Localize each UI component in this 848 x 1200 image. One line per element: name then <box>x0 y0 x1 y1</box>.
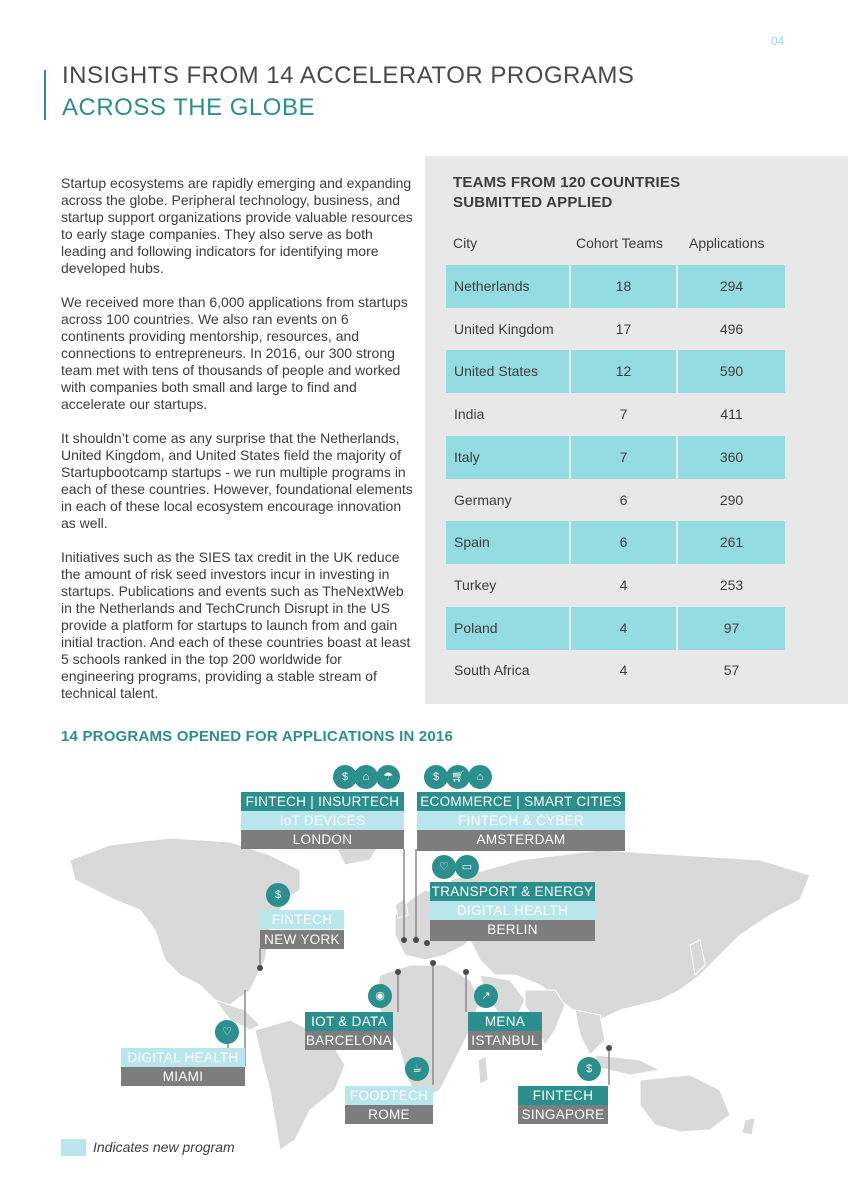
table-row <box>446 607 785 650</box>
cell-city: South Africa <box>454 662 530 678</box>
cell-applications: 57 <box>723 662 740 678</box>
cart-icon: 🛒︎ <box>446 765 470 789</box>
table-row <box>446 649 785 692</box>
legend-swatch <box>61 1139 86 1156</box>
page-subtitle: ACROSS THE GLOBE <box>62 94 315 121</box>
cell-cohort: 17 <box>615 321 632 337</box>
cell-cohort: 12 <box>571 350 676 393</box>
table-row <box>446 393 785 436</box>
rome-track-1: FOODTECH <box>345 1086 433 1105</box>
barcelona-city-label: BARCELONA <box>306 1033 392 1048</box>
legend-label: Indicates new program <box>93 1139 235 1155</box>
wireless-icon: ◉ <box>368 984 392 1008</box>
food-icon: ☕ <box>405 1057 429 1081</box>
table-row <box>446 265 785 308</box>
paragraph: Initiatives such as the SIES tax credit in the UK reduce the amount of risk seed investors incur in investing in startups. Publications and events such as TheNextWeb in the Netherlands and TechCrunch Disrupt in the US provide a platform for startups to launch from and gain initial traction. And each of these countries boast at least 5 schools ranked in the top 200 worldwide for engineering programs, providing a stable stream of technical talent. <box>61 549 411 701</box>
newyork-track-1: FINTECH <box>260 910 344 929</box>
cell-cohort: 4 <box>619 577 628 593</box>
table-row <box>446 308 785 351</box>
cell-applications: 590 <box>678 350 785 393</box>
cell-city: Poland <box>446 607 569 650</box>
cell-applications: 411 <box>720 406 743 422</box>
heart-icon: ♡ <box>215 1020 239 1044</box>
cell-city: Germany <box>454 492 512 508</box>
page-number: 04 <box>771 34 785 48</box>
singapore-track-1: FINTECH <box>518 1086 608 1105</box>
barcelona-track-1: IOT & DATA <box>305 1012 393 1031</box>
cell-cohort: 6 <box>619 492 628 508</box>
amsterdam-track-1: ECOMMERCE | SMART CITIES <box>417 792 625 811</box>
cell-cohort: 6 <box>571 521 676 564</box>
istanbul-city-label: ISTANBUL <box>468 1031 542 1050</box>
cell-city: Turkey <box>454 577 497 593</box>
amsterdam-track-2: FINTECH & CYBER <box>417 811 625 830</box>
fintech-icon: $ <box>424 765 448 789</box>
title-accent-bar <box>44 70 46 120</box>
berlin-city-label: BERLIN <box>430 920 595 941</box>
paragraph: Startup ecosystems are rapidly emerging and expanding across the globe. Peripheral technology, business, and startup support organizations provide valuable resources to early stage companies. They also serve as both leading and following indicators for identifying more developed hubs. <box>61 175 413 276</box>
cell-applications: 253 <box>719 577 744 593</box>
heart-icon: ♡ <box>432 855 456 879</box>
truck-icon: ▭ <box>455 855 479 879</box>
cell-city: Spain <box>446 521 569 564</box>
rome-city-label: ROME <box>345 1105 433 1124</box>
cell-applications: 294 <box>678 265 785 308</box>
umbrella-icon: ☂ <box>376 765 400 789</box>
smart-home-icon: ⌂ <box>468 765 492 789</box>
london-track-2: IoT DEVICES <box>241 811 404 830</box>
london-track-1: FINTECH | INSURTECH <box>241 792 404 811</box>
cell-city: United Kingdom <box>454 321 554 337</box>
insurtech-icon: ⌂ <box>354 765 378 789</box>
cell-city: United States <box>446 350 569 393</box>
table-row <box>446 436 785 479</box>
cell-applications: 290 <box>719 492 744 508</box>
page-title: INSIGHTS FROM 14 ACCELERATOR PROGRAMS <box>62 62 635 89</box>
table-row <box>446 350 785 393</box>
paragraph: We received more than 6,000 applications from startups across 100 countries. We also ran events on 6 continents providing mentorship, resources, and connections to entrepreneurs. In 2016, our 300 strong team met with tens of thousands of people and worked with companies both small and large to find and accelerate our startups. <box>61 294 408 412</box>
fintech-icon: $ <box>333 765 357 789</box>
cell-cohort: 18 <box>571 265 676 308</box>
miami-city-label: MIAMI <box>121 1067 245 1086</box>
cell-cohort: 7 <box>619 406 628 422</box>
berlin-track-2: DIGITAL HEALTH <box>430 901 595 920</box>
amsterdam-city-label: AMSTERDAM <box>417 830 625 851</box>
map-title: 14 PROGRAMS OPENED FOR APPLICATIONS IN 2016 <box>61 728 454 745</box>
growth-chart-icon: ↗ <box>474 984 498 1008</box>
paragraph: It shouldn’t come as any surprise that the Netherlands, United Kingdom, and United States field the majority of Startupbootcamp startups - we run multiple programs in each of these countries. However, foundational elements in each of these local ecosystem encourage innovation as well. <box>61 430 413 531</box>
table-title: TEAMS FROM 120 COUNTRIES SUBMITTED APPLIED <box>453 174 681 211</box>
cell-cohort: 4 <box>571 607 676 650</box>
istanbul-track-1: MENA <box>468 1012 542 1031</box>
cell-cohort: 7 <box>571 436 676 479</box>
column-header-city: City <box>453 235 478 251</box>
cell-applications: 97 <box>678 607 785 650</box>
fintech-icon: $ <box>577 1057 601 1081</box>
cell-applications: 360 <box>678 436 785 479</box>
cell-city: Netherlands <box>446 265 569 308</box>
newyork-city-label: NEW YORK <box>260 930 344 949</box>
cell-city: India <box>454 406 485 422</box>
singapore-city-label: SINGAPORE <box>518 1105 608 1124</box>
table-row <box>446 479 785 522</box>
miami-track-1: DIGITAL HEALTH <box>121 1048 245 1067</box>
london-city-label: LONDON <box>241 830 404 849</box>
fintech-icon: $ <box>266 883 290 907</box>
body-text <box>61 175 413 719</box>
berlin-track-1: TRANSPORT & ENERGY <box>431 884 594 899</box>
cell-applications: 261 <box>678 521 785 564</box>
table-row <box>446 564 785 607</box>
column-header-cohort-teams: Cohort Teams <box>576 235 663 251</box>
column-header-applications: Applications <box>689 235 765 251</box>
cell-city: Italy <box>446 436 569 479</box>
cell-applications: 496 <box>719 321 744 337</box>
cell-cohort: 4 <box>619 662 628 678</box>
table-row <box>446 521 785 564</box>
